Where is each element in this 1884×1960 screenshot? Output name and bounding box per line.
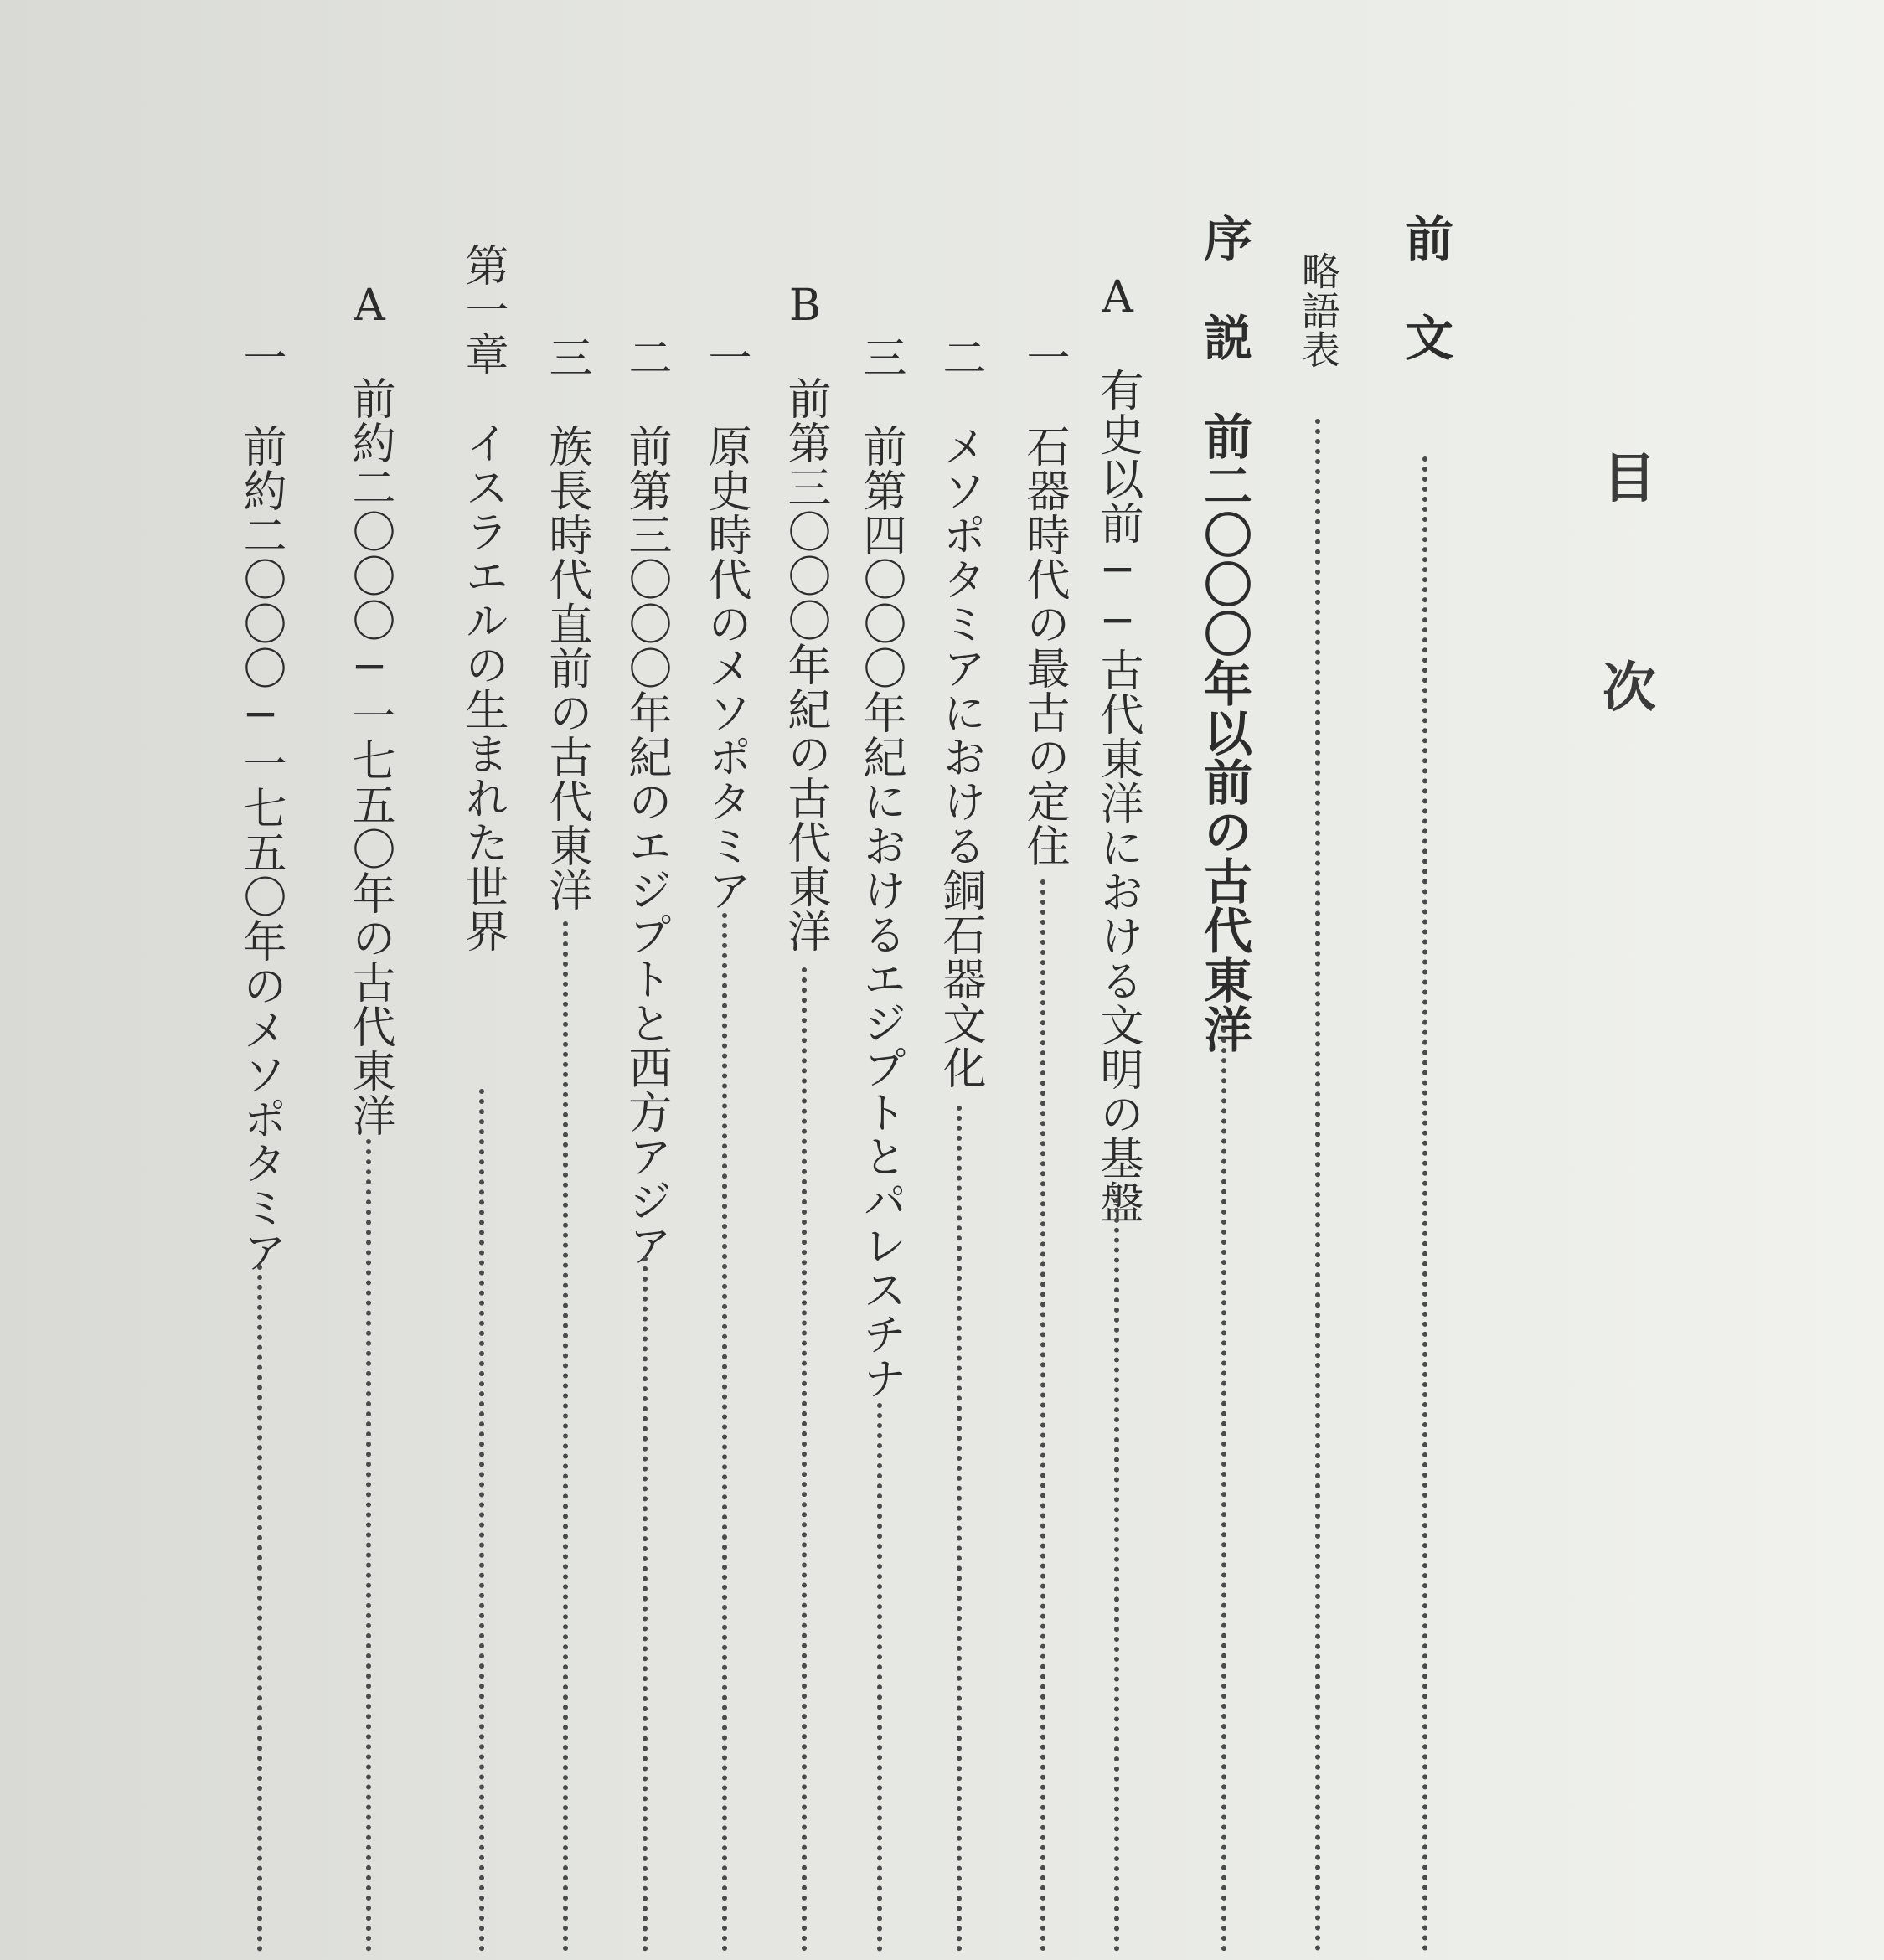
toc-entry-preface[interactable]: 前 文: [1396, 214, 1453, 362]
toc-entry-chapter-1-a[interactable]: A 前約二〇〇〇─一七五〇年の古代東洋: [344, 281, 395, 1137]
leader-dots: [957, 1106, 962, 1952]
toc-entry-intro-b-1[interactable]: 一 原史時代のメソポタミア: [700, 335, 751, 912]
leader-dots: [1114, 1198, 1119, 1952]
leader-dots: [257, 1265, 262, 1952]
toc-entry-intro-a[interactable]: A 有史以前──古代東洋における文明の基盤: [1092, 272, 1143, 1225]
leader-dots: [366, 1139, 371, 1952]
leader-dots: [643, 1256, 648, 1952]
toc-title-char-1: 目: [1603, 447, 1656, 510]
leader-dots: [802, 967, 807, 1952]
toc-entry-abbreviations[interactable]: 略語表: [1296, 251, 1341, 369]
leader-dots: [1040, 879, 1045, 1952]
toc-entry-chapter-1-a-1[interactable]: 一 前約二〇〇〇─一七五〇年のメソポタミア: [235, 335, 286, 1274]
leader-dots: [877, 1403, 882, 1952]
toc-entry-intro-b-2[interactable]: 二 前第三〇〇〇年紀のエジプトと西方アジア: [621, 335, 671, 1267]
leader-dots: [1221, 1018, 1226, 1952]
toc-title-char-2: 次: [1603, 657, 1656, 720]
toc-entry-intro[interactable]: 序 説 前二〇〇〇年以前の古代東洋: [1195, 214, 1252, 1054]
leader-dots: [1315, 419, 1320, 1952]
leader-dots: [722, 913, 727, 1952]
leader-dots: [479, 1089, 484, 1952]
toc-entry-intro-b[interactable]: B 前第三〇〇〇年紀の古代東洋: [780, 281, 830, 953]
toc-entry-intro-a-1[interactable]: 一 石器時代の最古の定住: [1019, 335, 1069, 868]
toc-entry-intro-a-2[interactable]: 二 メソポタミアにおける銅石器文化: [935, 335, 985, 1090]
leader-dots: [563, 921, 568, 1952]
toc-entry-intro-a-3[interactable]: 三 前第四〇〇〇年紀におけるエジプトとパレスチナ: [855, 335, 906, 1400]
leader-dots: [1422, 456, 1427, 1952]
toc-entry-chapter-1[interactable]: 第一章 イスラエルの生まれた世界: [457, 243, 508, 953]
toc-entry-intro-b-3[interactable]: 三 族長時代直前の古代東洋: [541, 335, 591, 912]
